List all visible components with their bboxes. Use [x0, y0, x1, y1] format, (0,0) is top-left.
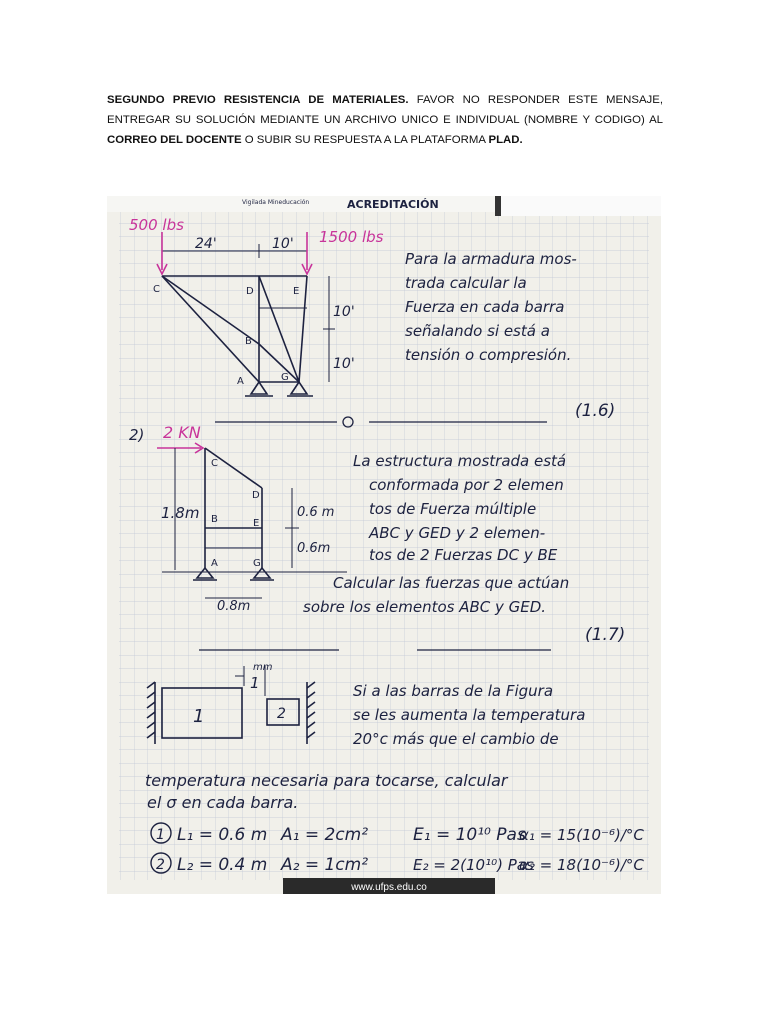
node-b-1: B: [245, 336, 252, 347]
node-c-1: C: [153, 284, 160, 295]
node-d-1: D: [246, 286, 254, 297]
problem2-text2-line1: Calcular las fuerzas que actúan: [333, 574, 570, 592]
platform-name: PLAD.: [488, 134, 523, 146]
dim-1-8m: 1.8m: [161, 504, 200, 522]
dim-10ft-lower: 10': [333, 356, 355, 372]
problem1-text-line2: trada calcular la: [405, 274, 527, 292]
node-e-1: E: [293, 286, 300, 297]
node-g-2: G: [253, 558, 261, 569]
row2-number: 2: [156, 857, 165, 873]
problem3-text-line2: se les aumenta la temperatura: [353, 706, 586, 724]
problem3-text-line3: 20°c más que el cambio de: [353, 730, 559, 748]
problem3-full-line2: el σ en cada barra.: [147, 793, 299, 812]
exam-title: SEGUNDO PREVIO RESISTENCIA DE MATERIALES.: [107, 94, 409, 106]
dim-10ft-upper: 10': [333, 304, 355, 320]
problem1-text-line4: señalando si está a: [405, 322, 550, 340]
dim-0-8m: 0.8m: [217, 599, 251, 614]
node-d-2: D: [252, 490, 260, 501]
node-a-1: A: [237, 376, 244, 387]
instructions-text-2: O SUBIR SU RESPUESTA A LA PLATAFORMA: [241, 134, 489, 146]
problem2-text-line2: conformada por 2 elemen: [369, 476, 564, 494]
row2-length: L₂ = 0.4 m: [177, 855, 268, 875]
dim-10ft-top: 10': [272, 236, 294, 252]
problem1-text-line3: Fuerza en cada barra: [405, 298, 565, 316]
problem2-text-line5: tos de 2 Fuerzas DC y BE: [369, 546, 558, 564]
handwritten-exam-photo: [107, 196, 661, 894]
node-g-1: G: [281, 372, 289, 383]
row1-alpha: α₁ = 15(10⁻⁶)/°C: [519, 826, 644, 844]
dim-0-6m-lower: 0.6m: [297, 541, 331, 556]
dim-0-6m-upper: 0.6 m: [297, 505, 335, 520]
row1-area: A₁ = 2cm²: [281, 825, 369, 845]
row2-area: A₂ = 1cm²: [281, 855, 369, 875]
problem1-text-line1: Para la armadura mos-: [405, 250, 577, 268]
exam-instructions: [107, 90, 663, 150]
node-b-2: B: [211, 514, 218, 525]
print-mineducacion: Vigilada Mineducación: [242, 199, 310, 206]
row1-modulus: E₁ = 10¹⁰ Pas: [413, 825, 526, 845]
instructions-text: FAVOR NO RESPONDER ESTE MENSAJE, ENTREGAR SU SOLUCIÓN MEDIANTE UN ARCHIVO UNICO E INDIVIDUAL (NOMBRE Y CODIGO) AL: [107, 94, 663, 126]
bar-1-label: 1: [193, 706, 205, 727]
gap-unit-mm: mm: [253, 662, 273, 673]
problem3-text-line1: Si a las barras de la Figura: [353, 682, 554, 700]
bar-2-label: 2: [277, 706, 286, 722]
problem2-text-line4: ABC y GED y 2 elemen-: [369, 524, 546, 542]
node-a-2: A: [211, 558, 218, 569]
problem2-ref: (1.7): [585, 625, 626, 645]
load-2kn-label: 2 KN: [163, 423, 201, 442]
dim-24ft: 24': [195, 236, 217, 252]
gap-value: 1: [250, 674, 260, 692]
load-1500-label: 1500 lbs: [319, 228, 384, 246]
problem3-full-line1: temperatura necesaria para tocarse, calcular: [145, 771, 508, 790]
row1-number: 1: [156, 827, 165, 843]
row2-modulus: E₂ = 2(10¹⁰) Pas: [413, 856, 534, 874]
print-acreditacion: ACREDITACIÓN: [347, 198, 439, 211]
row2-alpha: α₂ = 18(10⁻⁶)/°C: [519, 856, 644, 874]
node-c-2: C: [211, 458, 218, 469]
node-e-2: E: [253, 518, 260, 529]
footer-url: www.ufps.edu.co: [351, 882, 427, 893]
row1-length: L₁ = 0.6 m: [177, 825, 268, 845]
problem1-ref: (1.6): [575, 401, 616, 421]
problem2-text-line1: La estructura mostrada está: [353, 452, 567, 470]
email-teacher-text: CORREO DEL DOCENTE: [107, 134, 242, 146]
problem2-text2-line2: sobre los elementos ABC y GED.: [303, 598, 547, 616]
problem1-text-line5: tensión o compresión.: [405, 346, 572, 364]
problem2-number: 2): [129, 426, 145, 444]
load-500-label: 500 lbs: [129, 216, 184, 234]
problem2-text-line3: tos de Fuerza múltiple: [369, 500, 537, 518]
